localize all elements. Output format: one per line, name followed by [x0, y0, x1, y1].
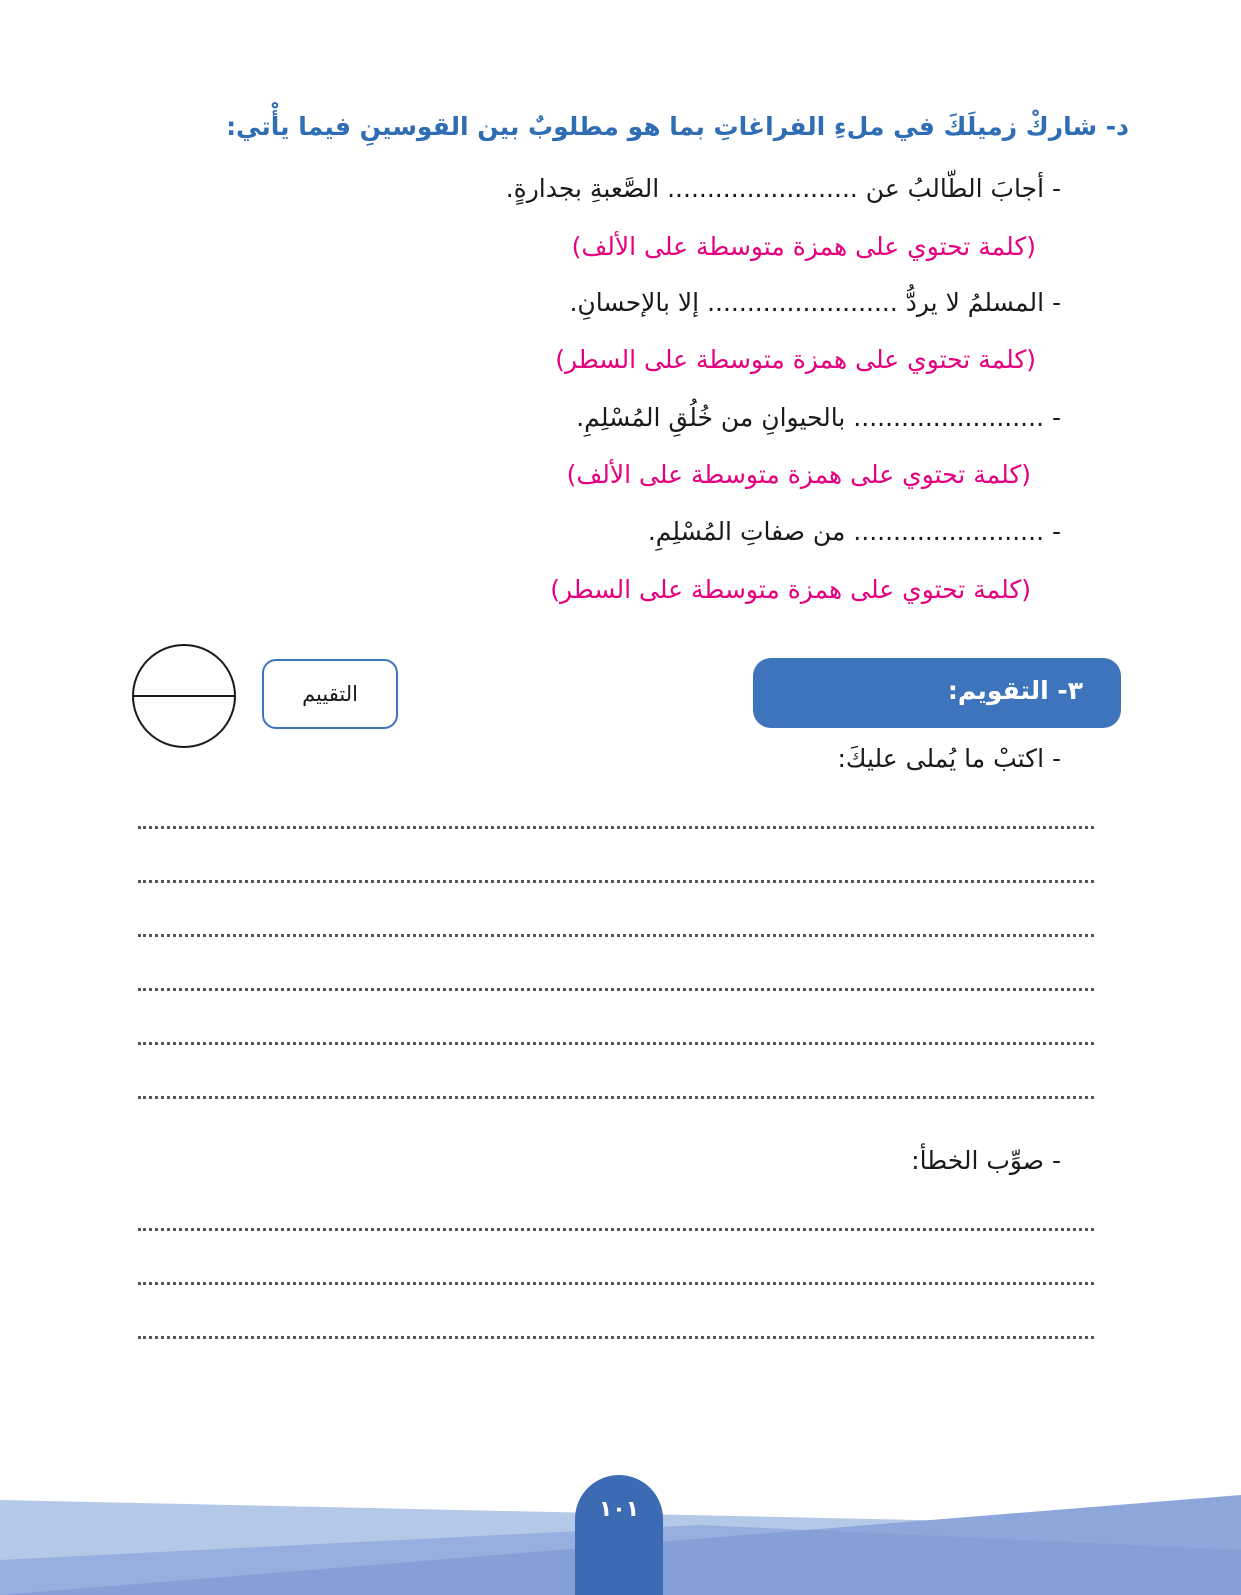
sentence-1: - أجابَ الطّالبُ عن ........................ الصَّعبةِ بجدارةٍ. — [505, 174, 1061, 203]
evaluation-title: ٣- التقويم: — [947, 676, 1083, 705]
score-divider — [134, 695, 234, 697]
page-number: ١٠١ — [575, 1475, 663, 1595]
answer-line[interactable] — [138, 1282, 1094, 1285]
hint-2: (كلمة تحتوي على همزة متوسطة على السطر) — [555, 345, 1036, 374]
sentence-3: - ........................ بالحيوانِ من خُلُقِ المُسْلِمِ. — [576, 403, 1061, 432]
hint-1: (كلمة تحتوي على همزة متوسطة على الألف) — [571, 232, 1036, 261]
correct-prompt: - صوِّب الخطأ: — [911, 1146, 1061, 1175]
answer-line[interactable] — [138, 1228, 1094, 1231]
evaluation-banner — [753, 658, 1121, 728]
dictation-prompt: - اكتبْ ما يُملى عليكَ: — [837, 744, 1061, 773]
answer-line[interactable] — [138, 988, 1094, 991]
exercise-instruction: د- شاركْ زميلَكَ في ملءِ الفراغاتِ بما هو مطلوبٌ بين القوسينِ فيما يأْتي: — [226, 112, 1129, 141]
answer-line[interactable] — [138, 1096, 1094, 1099]
hint-4: (كلمة تحتوي على همزة متوسطة على السطر) — [550, 575, 1031, 604]
rating-label-box: التقييم — [262, 659, 398, 729]
score-circle[interactable] — [132, 644, 236, 748]
answer-line[interactable] — [138, 880, 1094, 883]
answer-line[interactable] — [138, 934, 1094, 937]
hint-3: (كلمة تحتوي على همزة متوسطة على الألف) — [566, 460, 1031, 489]
answer-line[interactable] — [138, 1336, 1094, 1339]
answer-line[interactable] — [138, 1042, 1094, 1045]
sentence-2: - المسلمُ لا يردُّ ........................ إلا بالإحسانِ. — [569, 288, 1061, 317]
answer-line[interactable] — [138, 826, 1094, 829]
sentence-4: - ........................ من صفاتِ المُسْلِمِ. — [647, 517, 1061, 546]
